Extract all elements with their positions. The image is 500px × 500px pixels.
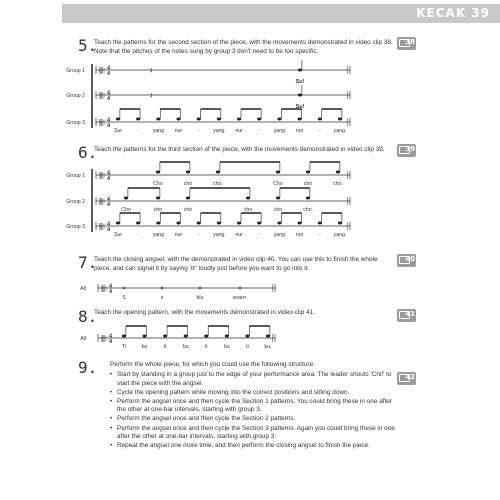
lyric-syllable: yang bbox=[152, 128, 164, 134]
time-signature: 4 bbox=[107, 123, 111, 129]
repeat-sign: ||: bbox=[99, 92, 106, 100]
video-clip-41-badge[interactable]: 41 bbox=[397, 309, 416, 322]
time-signature: 4 bbox=[107, 227, 111, 233]
note-head bbox=[184, 335, 188, 338]
step-number-6: 6. bbox=[78, 143, 98, 162]
lyric-syllable: cho bbox=[303, 181, 313, 187]
note-head bbox=[237, 222, 241, 225]
group-label: Group 3 bbox=[66, 224, 85, 230]
group-label: Group 1 bbox=[66, 173, 85, 179]
lyric-syllable: nur bbox=[174, 232, 183, 238]
note-head bbox=[156, 118, 160, 121]
repeat-sign: ||: bbox=[99, 223, 106, 231]
step-6-text: Teach the patterns for the third section of the piece, with the movements demonstrated in video clip 39. bbox=[94, 146, 385, 153]
group-label: Group 2 bbox=[66, 93, 85, 99]
note-head bbox=[318, 222, 322, 225]
lyric-syllable: ti bbox=[204, 344, 208, 350]
note-head bbox=[237, 118, 241, 121]
lyric-syllable: - bbox=[318, 128, 321, 134]
note-head bbox=[163, 335, 167, 338]
list-item: • Perform the angsel once and then cycle the Section 3 patterns. Again you could bring these in one after the other at one-bar intervals, starting with group 3. bbox=[110, 425, 395, 442]
step-number-9: 9. bbox=[78, 358, 98, 377]
cross-note-head: × bbox=[237, 285, 243, 293]
note-head bbox=[136, 118, 140, 121]
rest: 𝄽 bbox=[150, 66, 153, 75]
repeat-sign: ||: bbox=[101, 285, 108, 293]
lyric-syllable: cho bbox=[183, 207, 193, 213]
lyric-syllable: Cho bbox=[273, 181, 283, 187]
time-signature: 4 bbox=[107, 117, 111, 124]
step-9-text: Perform the whole piece, for which you could use the following structure: bbox=[110, 361, 315, 368]
note-head bbox=[318, 118, 322, 121]
group-label: Group 2 bbox=[66, 199, 85, 205]
note-head bbox=[257, 118, 261, 121]
list-item: • Cycle the opening pattern while moving into the correct positions and sitting down. bbox=[110, 389, 395, 398]
music-example-7 bbox=[80, 280, 290, 302]
lyric-syllable: yang bbox=[213, 232, 225, 238]
note-head bbox=[298, 222, 302, 225]
note-head bbox=[176, 118, 180, 121]
note-head bbox=[276, 197, 280, 200]
lyric-syllable: - bbox=[318, 232, 321, 238]
list-item: • Start by standing in a group just to the edge of your performance area. The leader shouts 'Chi!' to start the piece with the angsel. bbox=[110, 371, 395, 388]
lyric-syllable: Cho bbox=[153, 181, 163, 187]
time-signature: 4 bbox=[107, 65, 111, 72]
note-head bbox=[216, 171, 220, 174]
note-head bbox=[136, 222, 140, 225]
lyric-syllable: yang bbox=[273, 128, 286, 134]
lyric-syllable: cho. bbox=[213, 181, 223, 187]
note-head bbox=[276, 171, 280, 174]
note-head bbox=[142, 335, 146, 338]
lyric-syllable: yang bbox=[152, 232, 164, 238]
lyric-syllable: Ti bbox=[121, 344, 127, 350]
lyric-syllable: cho bbox=[183, 181, 193, 187]
lyric-syllable: Sur bbox=[113, 232, 123, 238]
time-signature: 4 bbox=[107, 202, 111, 208]
time-signature: 4 bbox=[109, 283, 113, 290]
repeat-sign: ||: bbox=[99, 119, 106, 127]
lyric-syllable: Su! bbox=[295, 79, 305, 85]
rest: 𝄽 bbox=[150, 91, 153, 100]
note-head bbox=[298, 69, 302, 72]
note-head bbox=[338, 222, 342, 225]
lyric-syllable: nur bbox=[235, 232, 243, 238]
lyric-syllable: bu bbox=[182, 344, 189, 350]
music-example-8 bbox=[80, 326, 290, 352]
lyric-syllable: blu bbox=[196, 295, 204, 301]
note-head bbox=[186, 171, 190, 174]
note-head bbox=[245, 335, 249, 338]
music-example-5 bbox=[66, 62, 360, 142]
video-clip-38-badge[interactable]: 38 bbox=[397, 37, 416, 50]
page-header bbox=[62, 4, 500, 23]
lyric-syllable: S bbox=[122, 295, 126, 301]
repeat-sign: ||: bbox=[99, 198, 106, 206]
list-item: • Repeat the angsel one more time, and then perform the closing angsel to finish the piece. bbox=[110, 442, 395, 451]
list-item: • Perform the angsel once and then cycle the Section 2 patterns. bbox=[110, 415, 395, 424]
time-signature: 4 bbox=[109, 339, 113, 345]
lyric-syllable: - bbox=[258, 232, 261, 238]
note-head bbox=[197, 222, 201, 225]
lyric-syllable: - bbox=[137, 232, 140, 238]
note-head bbox=[156, 171, 160, 174]
lyric-syllable: cho bbox=[153, 207, 163, 213]
note-head bbox=[225, 335, 229, 338]
lyric-syllable: - bbox=[137, 128, 140, 134]
note-head bbox=[186, 197, 190, 200]
note-head bbox=[204, 335, 208, 338]
time-signature: 4 bbox=[109, 333, 113, 340]
video-clip-42-badge[interactable]: 42 bbox=[397, 372, 416, 385]
lyric-syllable: Su! bbox=[295, 104, 305, 110]
lyric-syllable: bu bbox=[141, 344, 148, 350]
repeat-sign: ||: bbox=[99, 172, 106, 180]
lyric-syllable: yang. bbox=[333, 128, 347, 134]
note-head bbox=[176, 222, 180, 225]
lyric-syllable: ti bbox=[163, 344, 167, 350]
lyric-syllable: Cho bbox=[121, 207, 131, 213]
repeat-sign: ||: bbox=[99, 67, 106, 75]
lyric-syllable: nur bbox=[295, 128, 304, 134]
note-head bbox=[156, 222, 160, 225]
note-head bbox=[156, 197, 160, 200]
note-head bbox=[124, 197, 128, 200]
repeat-sign: ||: bbox=[101, 335, 108, 343]
cross-note-head: × bbox=[159, 285, 165, 293]
step-8-text: Teach the opening pattern, with the movements demonstrated in video clip 41. bbox=[94, 309, 315, 316]
time-signature: 4 bbox=[107, 71, 111, 77]
lyric-syllable: searrr. bbox=[232, 295, 248, 301]
note-head bbox=[266, 335, 270, 338]
time-signature: 4 bbox=[109, 289, 113, 295]
group-label: Group 1 bbox=[66, 68, 85, 74]
note-head bbox=[217, 118, 221, 121]
lyric-syllable: nur bbox=[295, 232, 304, 238]
note-head bbox=[122, 335, 126, 338]
note-head bbox=[116, 118, 120, 121]
lyric-syllable: cho bbox=[243, 207, 253, 213]
lyric-syllable: cho. bbox=[303, 207, 313, 213]
note-head bbox=[197, 118, 201, 121]
note-head bbox=[277, 118, 281, 121]
note-head bbox=[298, 94, 302, 97]
note-head bbox=[306, 171, 310, 174]
lyric-syllable: - bbox=[258, 128, 261, 134]
step-number-7: 7. bbox=[78, 253, 98, 272]
lyric-syllable: yang bbox=[213, 128, 225, 134]
lyric-syllable: bu bbox=[223, 344, 230, 350]
cross-note-head: × bbox=[121, 285, 127, 293]
lyric-syllable: ti bbox=[246, 344, 249, 350]
list-item: • Perform the angsel once and then cycle the Section 1 patterns. You could bring these in one after the other at one-bar intervals, starting with group 3. bbox=[110, 398, 395, 415]
lyric-syllable: cho. bbox=[333, 181, 343, 187]
video-clip-39-badge[interactable]: 39 bbox=[397, 144, 416, 157]
lyric-syllable: s bbox=[160, 295, 164, 301]
lyric-syllable: nur bbox=[235, 128, 243, 134]
step-7-text: Teach the closing angsel, with the demonstrated in video clip 40. You can use this to finish the whole piece, and can signal it by saying 'it!' loudly just before you want to go into it. bbox=[94, 256, 378, 272]
time-signature: 4 bbox=[107, 221, 111, 228]
step-number-5: 5. bbox=[78, 36, 98, 55]
lyric-syllable: cho bbox=[273, 207, 283, 213]
note-head bbox=[217, 222, 221, 225]
time-signature: 4 bbox=[107, 96, 111, 102]
note-head bbox=[246, 197, 250, 200]
note-head bbox=[116, 222, 120, 225]
note-head bbox=[338, 118, 342, 121]
lyric-syllable: yang bbox=[273, 232, 286, 238]
group-label: Group 3 bbox=[66, 120, 85, 126]
cross-note-head: × bbox=[197, 285, 203, 293]
group-label: All bbox=[80, 336, 86, 342]
step-number-8: 8. bbox=[78, 307, 98, 326]
note-head bbox=[257, 222, 261, 225]
lyric-syllable: - bbox=[197, 232, 200, 238]
note-head bbox=[298, 118, 302, 121]
time-signature: 4 bbox=[107, 90, 111, 97]
lyric-syllable: Sur bbox=[113, 128, 123, 134]
lyric-syllable: yang. bbox=[333, 232, 347, 238]
time-signature: 4 bbox=[107, 176, 111, 182]
running-title: KECAK 39 bbox=[416, 6, 490, 20]
lyric-syllable: bu. bbox=[264, 344, 272, 350]
lyric-syllable: nur bbox=[174, 128, 183, 134]
group-label: All bbox=[80, 286, 86, 292]
video-clip-40-badge[interactable]: 40 bbox=[397, 254, 416, 267]
note-head bbox=[306, 197, 310, 200]
music-example-6 bbox=[66, 165, 360, 245]
note-head bbox=[277, 222, 281, 225]
performance-structure-list bbox=[110, 371, 395, 451]
step-5-text: Teach the patterns for the second section of the piece, with the movements demonstrated in video clip 38. Note that the pitches of the notes sung by group 3 don't need to be too specific. bbox=[94, 39, 393, 55]
note-head bbox=[336, 171, 340, 174]
time-signature: 4 bbox=[107, 170, 111, 177]
time-signature: 4 bbox=[107, 196, 111, 203]
lyric-syllable: - bbox=[197, 128, 200, 134]
